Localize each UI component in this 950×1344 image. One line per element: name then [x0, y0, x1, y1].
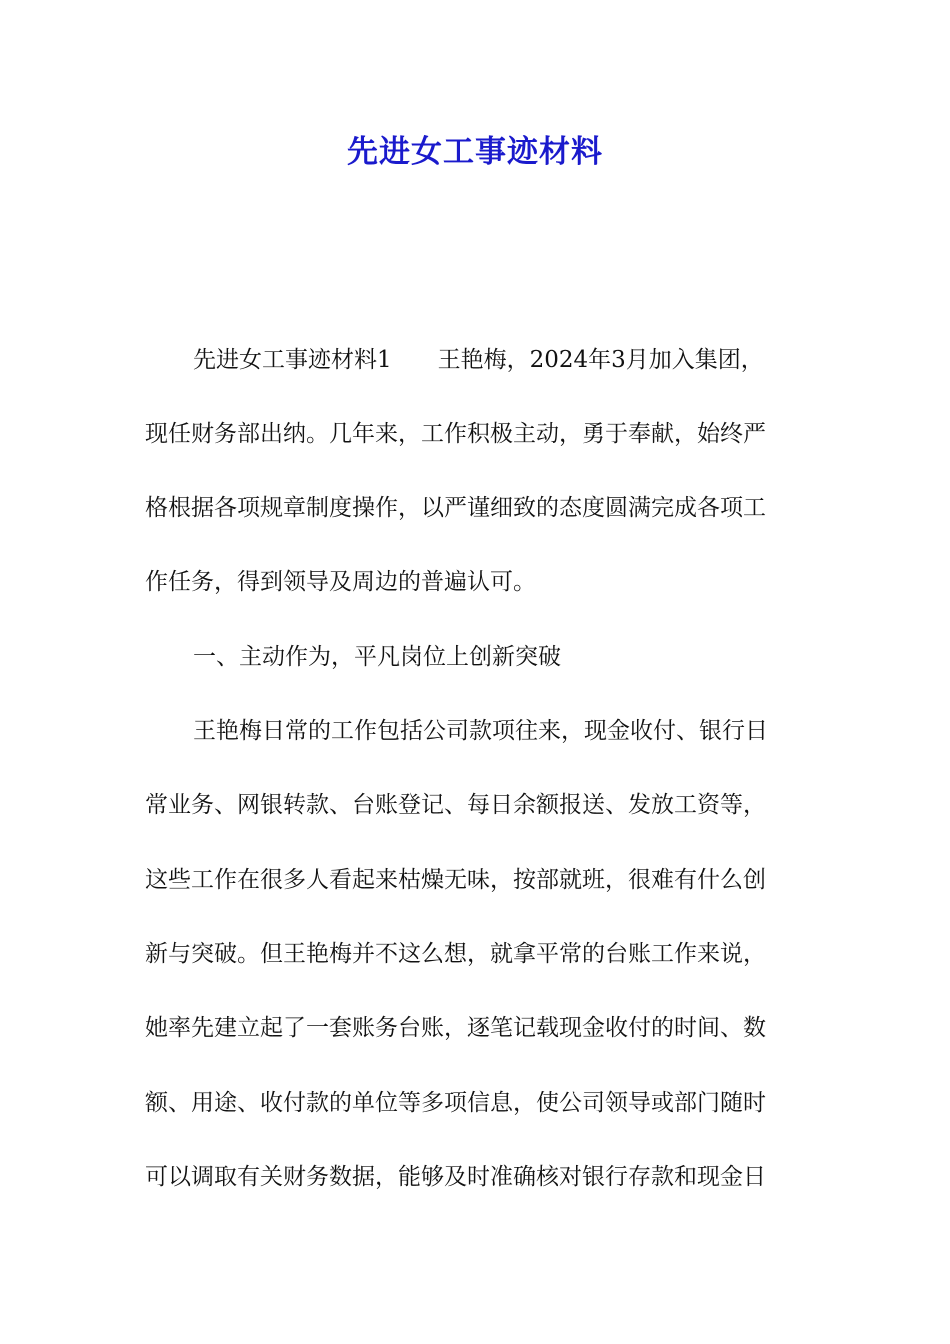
- paragraph-line: 可以调取有关财务数据，能够及时准确核对银行存款和现金日: [145, 1164, 766, 1190]
- paragraph-line: 格根据各项规章制度操作，以严谨细致的态度圆满完成各项工: [145, 495, 766, 521]
- section-heading: 一、主动作为，平凡岗位上创新突破: [193, 644, 561, 670]
- paragraph-line: 她率先建立起了一套账务台账，逐笔记载现金收付的时间、数: [145, 1015, 766, 1041]
- paragraph-line: 先进女工事迹材料1 王艳梅，2024年3月加入集团，: [193, 347, 764, 373]
- paragraph-line: 这些工作在很多人看起来枯燥无味，按部就班，很难有什么创: [145, 867, 766, 893]
- paragraph-line: 王艳梅日常的工作包括公司款项往来，现金收付、银行日: [193, 718, 768, 744]
- paragraph-line: 作任务，得到领导及周边的普遍认可。: [145, 569, 536, 595]
- paragraph-line: 常业务、网银转款、台账登记、每日余额报送、发放工资等，: [145, 792, 766, 818]
- paragraph-line: 额、用途、收付款的单位等多项信息，使公司领导或部门随时: [145, 1090, 766, 1116]
- paragraph-line: 新与突破。但王艳梅并不这么想，就拿平常的台账工作来说，: [145, 941, 766, 967]
- paragraph-line: 现任财务部出纳。几年来，工作积极主动，勇于奉献，始终严: [145, 421, 766, 447]
- document-title: 先进女工事迹材料: [347, 134, 603, 170]
